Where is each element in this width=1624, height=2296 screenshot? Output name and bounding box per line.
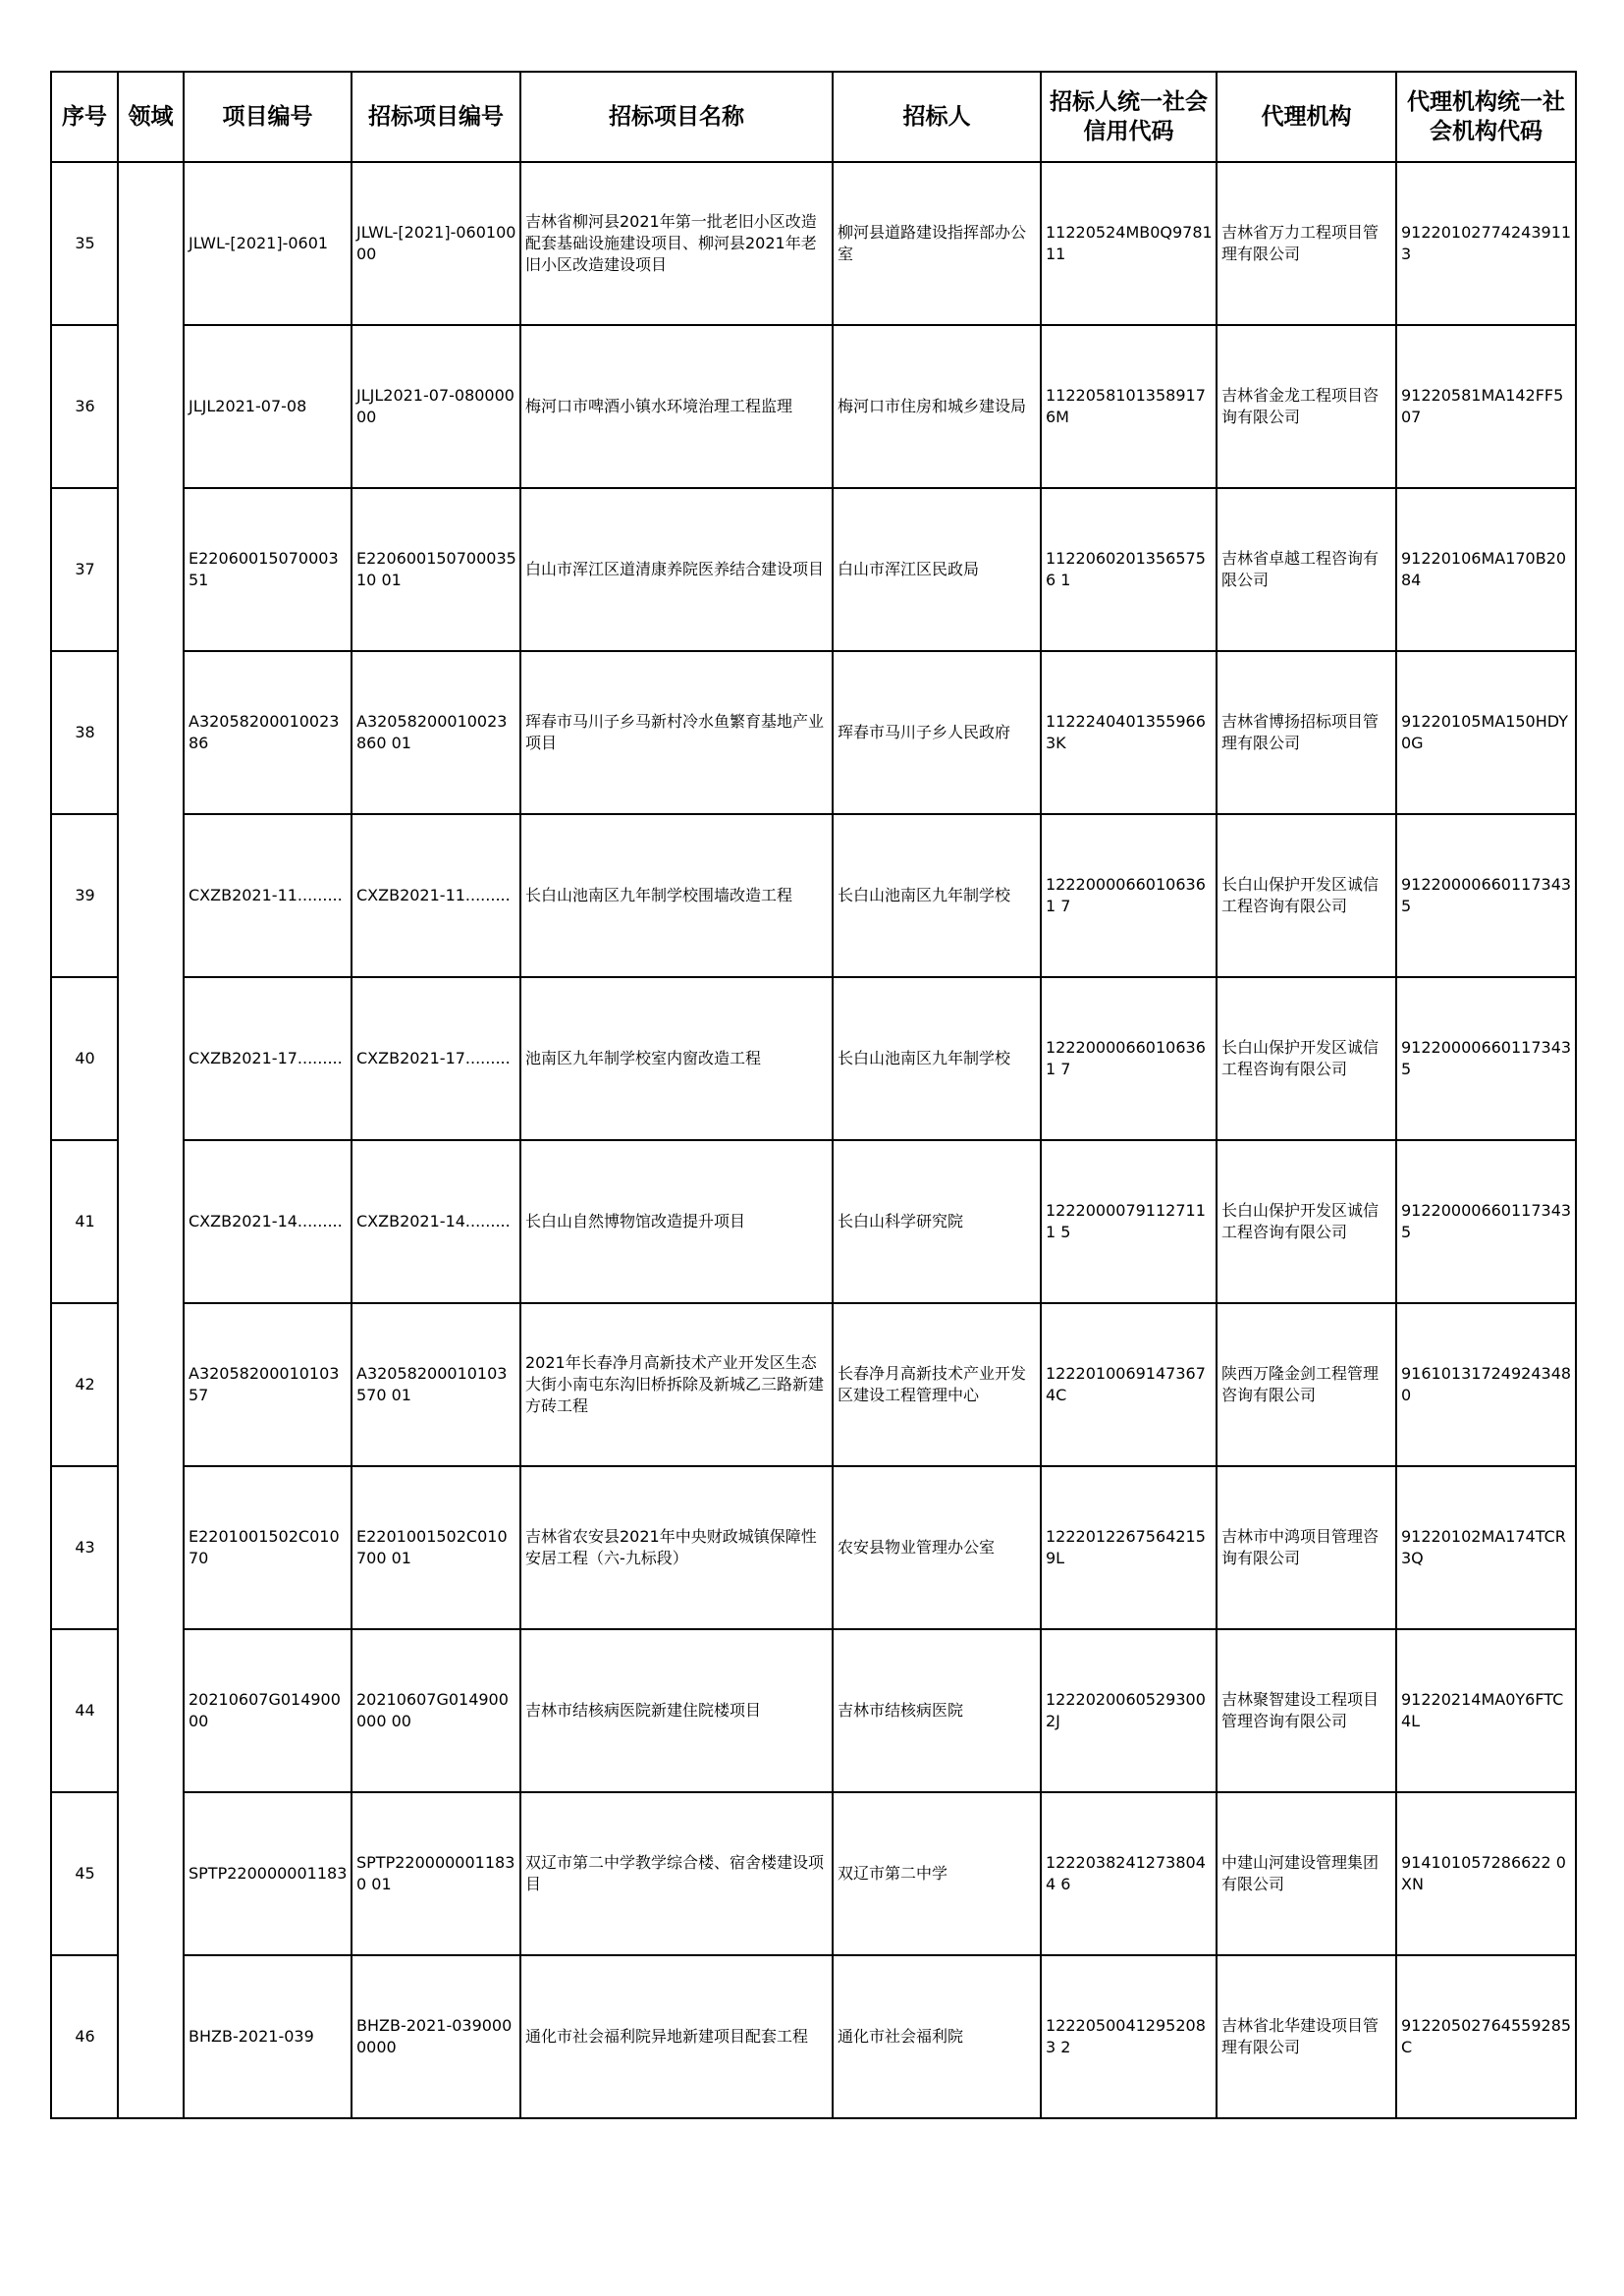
cell-tenderer: 长白山池南区九年制学校 <box>833 814 1041 977</box>
cell-agency-code: 914101057286622 0XN <box>1396 1792 1576 1955</box>
cell-tenderer: 柳河县道路建设指挥部办公室 <box>833 162 1041 325</box>
cell-tender-no: CXZB2021-11......... <box>352 814 520 977</box>
cell-tender-name: 长白山池南区九年制学校围墙改造工程 <box>520 814 833 977</box>
cell-tender-no: E2201001502C010700 01 <box>352 1466 520 1629</box>
cell-tenderer-code: 12220000660106361 7 <box>1041 814 1217 977</box>
table-header-row <box>51 72 1576 162</box>
cell-seq: 39 <box>51 814 118 977</box>
table-row <box>51 1140 1576 1303</box>
cell-agency-code: 91220502764559285C <box>1396 1955 1576 2118</box>
cell-tenderer-code: 11220602013565756 1 <box>1041 488 1217 651</box>
cell-tender-name: 长白山自然博物馆改造提升项目 <box>520 1140 833 1303</box>
cell-project-no: 20210607G01490000 <box>184 1629 352 1792</box>
header-agency: 代理机构 <box>1217 72 1396 162</box>
cell-project-no: JLJL2021-07-08 <box>184 325 352 488</box>
cell-tender-no: CXZB2021-14......... <box>352 1140 520 1303</box>
cell-agency-code: 91220102MA174TCR3Q <box>1396 1466 1576 1629</box>
cell-tenderer: 白山市浑江区民政局 <box>833 488 1041 651</box>
cell-agency-code: 91220106MA170B2084 <box>1396 488 1576 651</box>
table-row <box>51 1303 1576 1466</box>
cell-tenderer-code: 12220200605293002J <box>1041 1629 1217 1792</box>
cell-agency: 陕西万隆金剑工程管理咨询有限公司 <box>1217 1303 1396 1466</box>
cell-tender-no: A32058200010023860 01 <box>352 651 520 814</box>
cell-tenderer: 珲春市马川子乡人民政府 <box>833 651 1041 814</box>
cell-agency-code: 91220105MA150HDY0G <box>1396 651 1576 814</box>
cell-seq: 35 <box>51 162 118 325</box>
cell-agency: 长白山保护开发区诚信工程咨询有限公司 <box>1217 977 1396 1140</box>
cell-project-no: JLWL-[2021]-0601 <box>184 162 352 325</box>
header-tender-no: 招标项目编号 <box>352 72 520 162</box>
cell-project-no: E2201001502C01070 <box>184 1466 352 1629</box>
cell-tenderer-code: 12220100691473674C <box>1041 1303 1217 1466</box>
header-project-no: 项目编号 <box>184 72 352 162</box>
cell-tender-name: 池南区九年制学校室内窗改造工程 <box>520 977 833 1140</box>
table-row <box>51 325 1576 488</box>
cell-tender-no: JLJL2021-07-08000000 <box>352 325 520 488</box>
cell-tender-no: E22060015070003510 01 <box>352 488 520 651</box>
cell-tender-no: A32058200010103570 01 <box>352 1303 520 1466</box>
table-row <box>51 1629 1576 1792</box>
cell-tender-no: JLWL-[2021]-06010000 <box>352 162 520 325</box>
cell-tenderer: 农安县物业管理办公室 <box>833 1466 1041 1629</box>
cell-seq: 43 <box>51 1466 118 1629</box>
cell-project-no: BHZB-2021-039 <box>184 1955 352 2118</box>
bidding-table <box>50 71 1577 2119</box>
cell-domain <box>118 162 184 2118</box>
cell-tender-no: BHZB-2021-0390000000 <box>352 1955 520 2118</box>
cell-agency-code: 91610131724924348 0 <box>1396 1303 1576 1466</box>
cell-tenderer: 长白山池南区九年制学校 <box>833 977 1041 1140</box>
cell-tender-name: 珲春市马川子乡马新村冷水鱼繁育基地产业项目 <box>520 651 833 814</box>
cell-tender-no: SPTP2200000011830 01 <box>352 1792 520 1955</box>
cell-agency-code: 91220000660117343 5 <box>1396 1140 1576 1303</box>
cell-seq: 46 <box>51 1955 118 2118</box>
cell-tenderer: 梅河口市住房和城乡建设局 <box>833 325 1041 488</box>
cell-tender-name: 白山市浑江区道清康养院医养结合建设项目 <box>520 488 833 651</box>
cell-project-no: E2206001507000351 <box>184 488 352 651</box>
cell-seq: 36 <box>51 325 118 488</box>
cell-agency: 中建山河建设管理集团有限公司 <box>1217 1792 1396 1955</box>
cell-tenderer-code: 12220000660106361 7 <box>1041 977 1217 1140</box>
cell-tender-name: 吉林市结核病医院新建住院楼项目 <box>520 1629 833 1792</box>
table-body <box>51 162 1576 2118</box>
cell-project-no: CXZB2021-14......... <box>184 1140 352 1303</box>
cell-seq: 44 <box>51 1629 118 1792</box>
cell-tender-name: 梅河口市啤酒小镇水环境治理工程监理 <box>520 325 833 488</box>
table-row <box>51 977 1576 1140</box>
cell-agency: 吉林省博扬招标项目管理有限公司 <box>1217 651 1396 814</box>
cell-tenderer-code: 11222404013559663K <box>1041 651 1217 814</box>
cell-project-no: A3205820001002386 <box>184 651 352 814</box>
header-domain: 领域 <box>118 72 184 162</box>
cell-tenderer: 通化市社会福利院 <box>833 1955 1041 2118</box>
cell-seq: 42 <box>51 1303 118 1466</box>
table-row <box>51 814 1576 977</box>
cell-tenderer-code: 12220122675642159L <box>1041 1466 1217 1629</box>
cell-tenderer: 吉林市结核病医院 <box>833 1629 1041 1792</box>
cell-tenderer-code: 11220581013589176M <box>1041 325 1217 488</box>
cell-seq: 38 <box>51 651 118 814</box>
header-tender-name: 招标项目名称 <box>520 72 833 162</box>
cell-tenderer-code: 12220000791127111 5 <box>1041 1140 1217 1303</box>
header-agency-code: 代理机构统一社会机构代码 <box>1396 72 1576 162</box>
cell-agency: 长白山保护开发区诚信工程咨询有限公司 <box>1217 814 1396 977</box>
cell-project-no: CXZB2021-11......... <box>184 814 352 977</box>
cell-project-no: SPTP220000001183 <box>184 1792 352 1955</box>
cell-agency: 吉林省万力工程项目管理有限公司 <box>1217 162 1396 325</box>
cell-tender-no: CXZB2021-17......... <box>352 977 520 1140</box>
cell-agency: 吉林聚智建设工程项目管理咨询有限公司 <box>1217 1629 1396 1792</box>
cell-agency-code: 91220102774243911 3 <box>1396 162 1576 325</box>
table-row <box>51 651 1576 814</box>
cell-tenderer-code: 12220382412738044 6 <box>1041 1792 1217 1955</box>
cell-tender-name: 双辽市第二中学教学综合楼、宿舍楼建设项目 <box>520 1792 833 1955</box>
header-tenderer: 招标人 <box>833 72 1041 162</box>
cell-seq: 45 <box>51 1792 118 1955</box>
cell-tender-no: 20210607G014900000 00 <box>352 1629 520 1792</box>
table-row <box>51 1466 1576 1629</box>
cell-agency: 吉林省金龙工程项目咨询有限公司 <box>1217 325 1396 488</box>
cell-agency: 吉林省卓越工程咨询有限公司 <box>1217 488 1396 651</box>
cell-tenderer: 长白山科学研究院 <box>833 1140 1041 1303</box>
cell-seq: 41 <box>51 1140 118 1303</box>
cell-seq: 40 <box>51 977 118 1140</box>
cell-agency: 吉林市中鸿项目管理咨询有限公司 <box>1217 1466 1396 1629</box>
cell-tender-name: 通化市社会福利院异地新建项目配套工程 <box>520 1955 833 2118</box>
cell-tender-name: 吉林省农安县2021年中央财政城镇保障性安居工程（六-九标段） <box>520 1466 833 1629</box>
cell-project-no: A3205820001010357 <box>184 1303 352 1466</box>
cell-agency-code: 91220000660117343 5 <box>1396 814 1576 977</box>
table-row <box>51 162 1576 325</box>
cell-tenderer: 长春净月高新技术产业开发区建设工程管理中心 <box>833 1303 1041 1466</box>
cell-agency: 长白山保护开发区诚信工程咨询有限公司 <box>1217 1140 1396 1303</box>
table-row <box>51 488 1576 651</box>
table-row <box>51 1792 1576 1955</box>
cell-agency-code: 91220000660117343 5 <box>1396 977 1576 1140</box>
table-row <box>51 1955 1576 2118</box>
cell-project-no: CXZB2021-17......... <box>184 977 352 1140</box>
header-tenderer-code: 招标人统一社会信用代码 <box>1041 72 1217 162</box>
cell-agency-code: 91220581MA142FF507 <box>1396 325 1576 488</box>
cell-tenderer: 双辽市第二中学 <box>833 1792 1041 1955</box>
header-seq: 序号 <box>51 72 118 162</box>
cell-tenderer-code: 11220524MB0Q978111 <box>1041 162 1217 325</box>
cell-tender-name: 吉林省柳河县2021年第一批老旧小区改造配套基础设施建设项目、柳河县2021年老旧小区改造建设项目 <box>520 162 833 325</box>
cell-seq: 37 <box>51 488 118 651</box>
cell-tenderer-code: 12220500412952083 2 <box>1041 1955 1217 2118</box>
cell-agency-code: 91220214MA0Y6FTC4L <box>1396 1629 1576 1792</box>
cell-agency: 吉林省北华建设项目管理有限公司 <box>1217 1955 1396 2118</box>
cell-tender-name: 2021年长春净月高新技术产业开发区生态大街小南屯东沟旧桥拆除及新城乙三路新建方砖工程 <box>520 1303 833 1466</box>
